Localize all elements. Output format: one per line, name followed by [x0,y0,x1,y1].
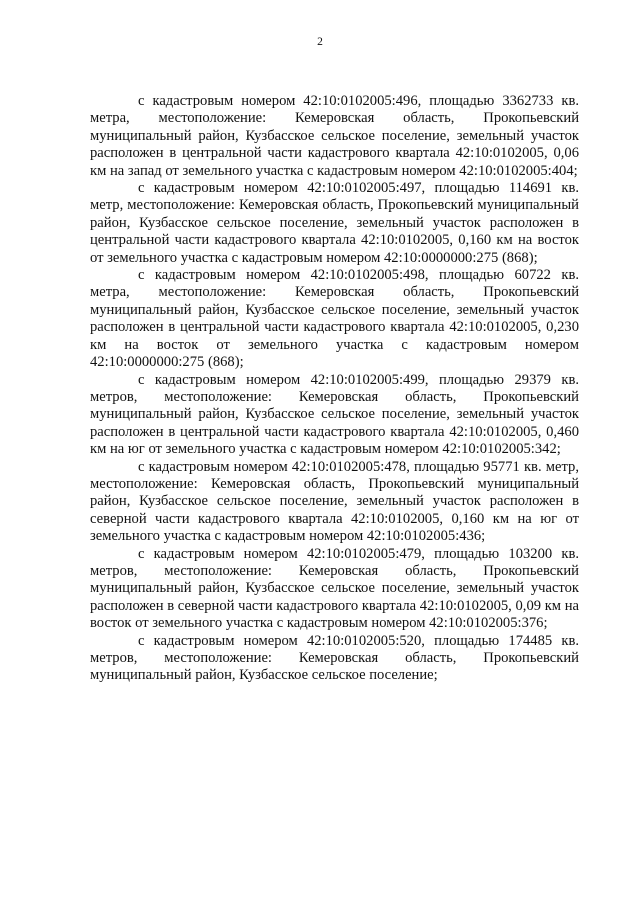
paragraph-plot-496: с кадастровым номером 42:10:0102005:496, площадью 3362733 кв. метра, местоположение: Кемеровская область, Прокопьевский муниципальный район, Кузбасское сельское поселение, земельный участок расположен в центральной части кадастрового квартала 42:10:0102005, 0,06 км на запад от земельного участка с кадастровым номером 42:10:0102005:404; [90,93,579,179]
document-body [90,93,579,685]
page-number: 2 [317,36,323,48]
paragraph-plot-520: с кадастровым номером 42:10:0102005:520, площадью 174485 кв. метров, местоположение: Кемеровская область, Прокопьевский муниципальный район, Кузбасское сельское поселение; [90,632,579,684]
paragraph-plot-479: с кадастровым номером 42:10:0102005:479, площадью 103200 кв. метров, местоположение: Кемеровская область, Прокопьевский муниципальный район, Кузбасское сельское поселение, земельный участок расположен в северной части кадастрового квартала 42:10:0102005, 0,09 км на восток от земельного участка с кадастровым номером 42:10:0102005:376; [90,545,579,632]
paragraph-plot-497: с кадастровым номером 42:10:0102005:497, площадью 114691 кв. метр, местоположение: Кемеровская область, Прокопьевский муниципальный район, Кузбасское сельское поселение, земельный участок расположен в центральной части кадастрового квартала 42:10:0102005, 0,160 км на восток от земельного участка с кадастровым номером 42:10:0000000:275 (868); [90,180,579,266]
paragraph-plot-478: с кадастровым номером 42:10:0102005:478, площадью 95771 кв. метр, местоположение: Кемеровская область, Прокопьевский муниципальный район, Кузбасское сельское поселение, земельный участок расположен в северной части кадастрового квартала 42:10:0102005, 0,160 км на юг от земельного участка с кадастровым номером 42:10:0102005:436; [90,458,579,545]
paragraph-plot-498: с кадастровым номером 42:10:0102005:498, площадью 60722 кв. метра, местоположение: Кемеровская область, Прокопьевский муниципальный район, Кузбасское сельское поселение, земельный участок расположен в центральной части кадастрового квартала 42:10:0102005, 0,230 км на восток от земельного участка с кадастровым номером 42:10:0000000:275 (868); [90,267,579,371]
paragraph-plot-499: с кадастровым номером 42:10:0102005:499, площадью 29379 кв. метров, местоположение: Кемеровская область, Прокопьевский муниципальный район, Кузбасское сельское поселение, земельный участок расположен в центральной части кадастрового квартала 42:10:0102005, 0,460 км на юг от земельного участка с кадастровым номером 42:10:0102005:342; [90,371,579,458]
